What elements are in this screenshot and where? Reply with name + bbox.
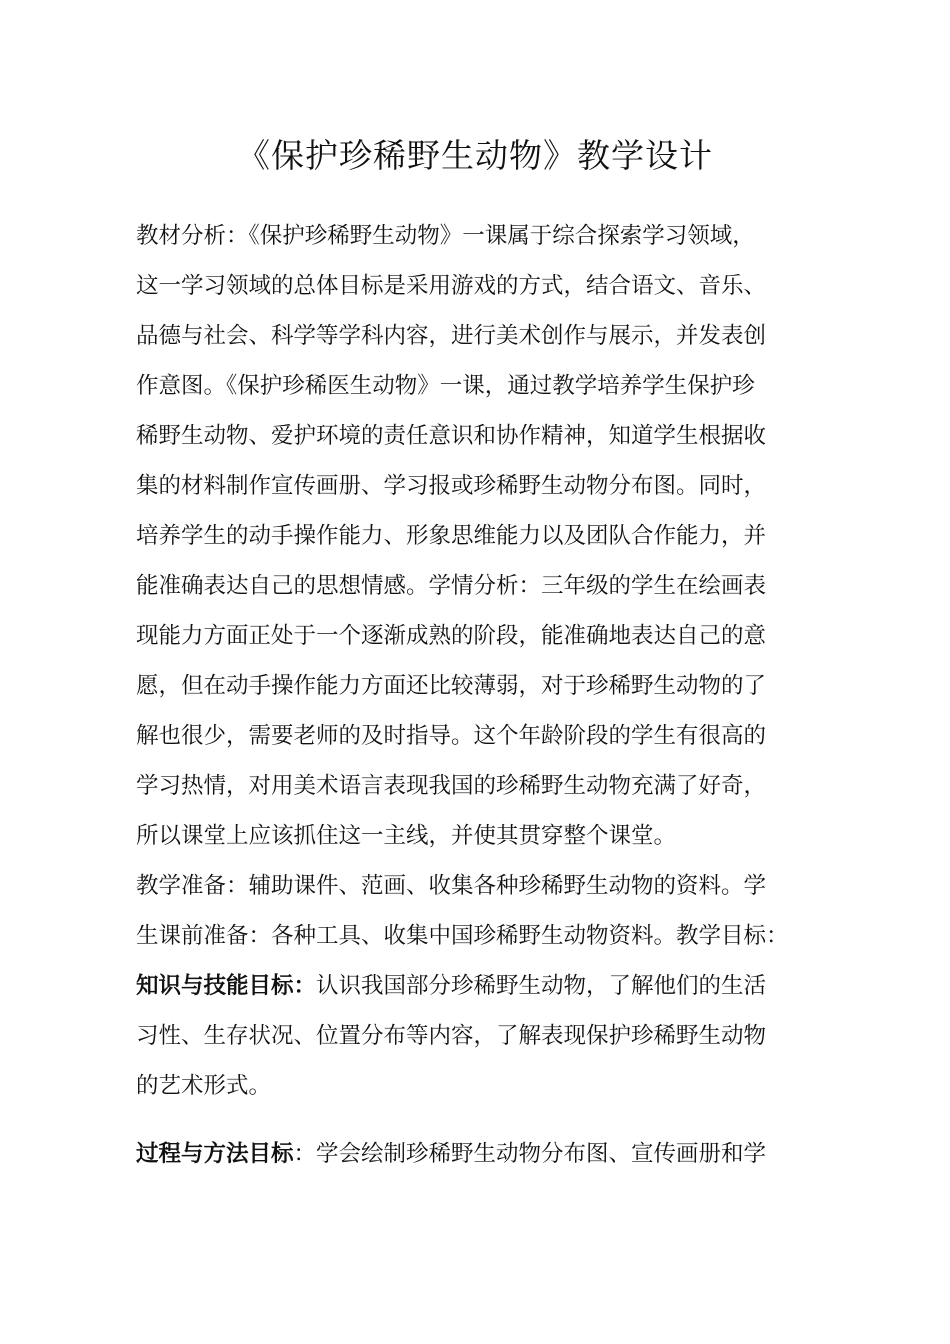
text-line: 习性、生存状况、位置分布等内容，了解表现保护珍稀野生动物 bbox=[136, 1023, 767, 1049]
knowledge-goal-heading: 知识与技能目标： bbox=[136, 973, 317, 999]
text-line: 现能力方面正处于一个逐渐成熟的阶段，能准确地表达自己的意 bbox=[136, 623, 767, 649]
text-line: 教材分析：《保护珍稀野生动物》一课属于综合探索学习领域， bbox=[136, 223, 755, 249]
document-title: 《保护珍稀野生动物》教学设计 bbox=[237, 136, 713, 175]
text-line: 稀野生动物、爱护环境的责任意识和协作精神，知道学生根据收 bbox=[136, 423, 767, 449]
text-line: 生课前准备：各种工具、收集中国珍稀野生动物资料。教学目标： bbox=[136, 923, 789, 949]
text-line: 解也很少，需要老师的及时指导。这个年龄阶段的学生有很高的 bbox=[136, 723, 767, 749]
text-line: 这一学习领域的总体目标是采用游戏的方式，结合语文、音乐、 bbox=[136, 273, 767, 299]
text-line: 学习热情，对用美术语言表现我国的珍稀野生动物充满了好奇， bbox=[136, 773, 767, 799]
process-goal-text: ：学会绘制珍稀野生动物分布图、宣传画册和学 bbox=[293, 1141, 767, 1167]
process-goal-heading: 过程与方法目标 bbox=[136, 1141, 294, 1167]
text-line: 能准确表达自己的思想情感。学情分析：三年级的学生在绘画表 bbox=[136, 573, 767, 599]
text-line: 教学准备：辅助课件、范画、收集各种珍稀野生动物的资料。学 bbox=[136, 873, 767, 899]
text-line: 集的材料制作宣传画册、学习报或珍稀野生动物分布图。同时， bbox=[136, 473, 767, 499]
text-line: 愿，但在动手操作能力方面还比较薄弱，对于珍稀野生动物的了 bbox=[136, 673, 767, 699]
text-line: 所以课堂上应该抓住这一主线，并使其贯穿整个课堂。 bbox=[136, 823, 677, 849]
text-line: 品德与社会、科学等学科内容，进行美术创作与展示，并发表创 bbox=[136, 323, 767, 349]
knowledge-goal-text: 认识我国部分珍稀野生动物，了解他们的生活 bbox=[316, 973, 767, 999]
text-line: 培养学生的动手操作能力、形象思维能力以及团队合作能力，并 bbox=[136, 523, 767, 549]
process-goal-line bbox=[136, 1138, 766, 1170]
text-line: 作意图。《保护珍稀医生动物》一课，通过教学培养学生保护珍 bbox=[136, 373, 755, 399]
knowledge-goal-line bbox=[136, 970, 766, 1002]
text-line: 的艺术形式。 bbox=[136, 1073, 272, 1099]
